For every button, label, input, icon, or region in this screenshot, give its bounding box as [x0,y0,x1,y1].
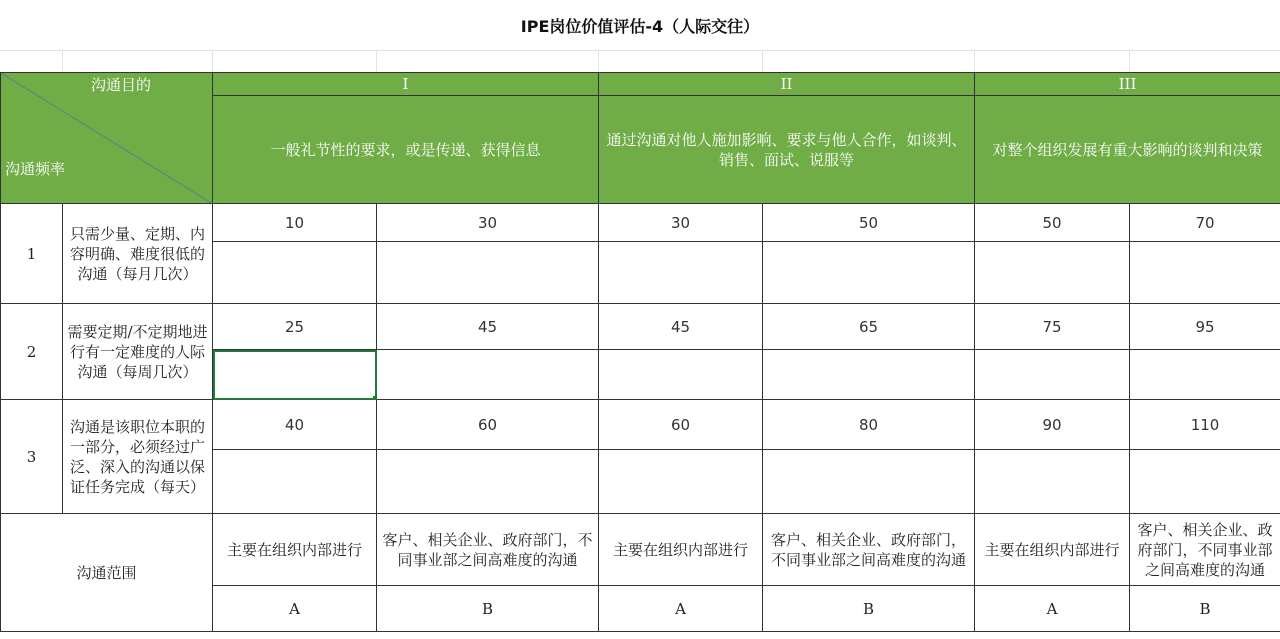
empty-cell[interactable] [1130,242,1280,304]
level-header-1[interactable]: I [213,73,599,96]
level-desc-1[interactable]: 一般礼节性的要求，或是传递、获得信息 [213,96,599,204]
selected-cell[interactable] [213,350,377,400]
scope-option[interactable]: 主要在组织内部进行 [975,514,1130,586]
scope-code[interactable]: A [599,586,763,632]
level-header-2[interactable]: II [599,73,975,96]
row-description[interactable]: 沟通是该职位本职的一部分，必须经过广泛、深入的沟通以保证任务完成（每天） [63,400,213,514]
scope-option[interactable]: 客户、相关企业、政府部门，不同事业部之间高难度的沟通 [763,514,975,586]
empty-cell[interactable] [1130,450,1280,514]
frequency-label: 沟通频率 [5,160,66,178]
empty-cell[interactable] [213,242,377,304]
empty-cell[interactable] [377,242,599,304]
empty-cell[interactable] [763,450,975,514]
score-cell[interactable]: 80 [763,400,975,450]
scope-code[interactable]: B [1130,586,1280,632]
score-cell[interactable]: 45 [599,304,763,350]
row-description[interactable]: 只需少量、定期、内容明确、难度很低的沟通（每月几次） [63,204,213,304]
score-cell[interactable]: 60 [377,400,599,450]
score-cell[interactable]: 75 [975,304,1130,350]
empty-cell[interactable] [975,350,1130,400]
empty-cell[interactable] [975,450,1130,514]
score-cell[interactable]: 30 [599,204,763,242]
header-corner-cell[interactable] [1,73,213,204]
empty-cell[interactable] [599,242,763,304]
level-desc-2[interactable]: 通过沟通对他人施加影响、要求与他人合作，如谈判、销售、面试、说服等 [599,96,975,204]
score-cell[interactable]: 60 [599,400,763,450]
empty-cell[interactable] [377,350,599,400]
row-index[interactable]: 2 [1,304,63,400]
score-cell[interactable]: 10 [213,204,377,242]
purpose-label: 沟通目的 [91,76,152,94]
score-cell[interactable]: 25 [213,304,377,350]
row-index[interactable]: 1 [1,204,63,304]
empty-cell[interactable] [975,242,1130,304]
score-cell[interactable]: 40 [213,400,377,450]
empty-cell[interactable] [1130,350,1280,400]
empty-cell[interactable] [763,242,975,304]
score-cell[interactable]: 70 [1130,204,1280,242]
score-cell[interactable]: 30 [377,204,599,242]
sheet-title[interactable]: IPE岗位价值评估-4（人际交往） [520,16,760,36]
scope-option[interactable]: 客户、相关企业、政府部门，不同事业部之间高难度的沟通 [1130,514,1280,586]
level-desc-3[interactable]: 对整个组织发展有重大影响的谈判和决策 [975,96,1280,204]
score-cell[interactable]: 90 [975,400,1130,450]
scope-option[interactable]: 主要在组织内部进行 [599,514,763,586]
scope-code[interactable]: A [213,586,377,632]
empty-cell[interactable] [213,450,377,514]
row-description[interactable]: 需要定期/不定期地进行有一定难度的人际沟通（每周几次） [63,304,213,400]
empty-cell[interactable] [763,350,975,400]
scope-option[interactable]: 客户、相关企业、政府部门，不同事业部之间高难度的沟通 [377,514,599,586]
score-cell[interactable]: 50 [975,204,1130,242]
empty-cell[interactable] [599,350,763,400]
score-cell[interactable]: 45 [377,304,599,350]
scope-option[interactable]: 主要在组织内部进行 [213,514,377,586]
score-cell[interactable]: 95 [1130,304,1280,350]
score-cell[interactable]: 110 [1130,400,1280,450]
row-index[interactable]: 3 [1,400,63,514]
scope-code[interactable]: B [377,586,599,632]
scope-code[interactable]: B [763,586,975,632]
score-cell[interactable]: 50 [763,204,975,242]
score-cell[interactable]: 65 [763,304,975,350]
ipe-table [0,72,1280,632]
empty-cell[interactable] [599,450,763,514]
scope-label[interactable]: 沟通范围 [1,514,213,632]
level-header-3[interactable]: III [975,73,1280,96]
empty-cell[interactable] [377,450,599,514]
scope-code[interactable]: A [975,586,1130,632]
empty-row [0,50,1280,72]
